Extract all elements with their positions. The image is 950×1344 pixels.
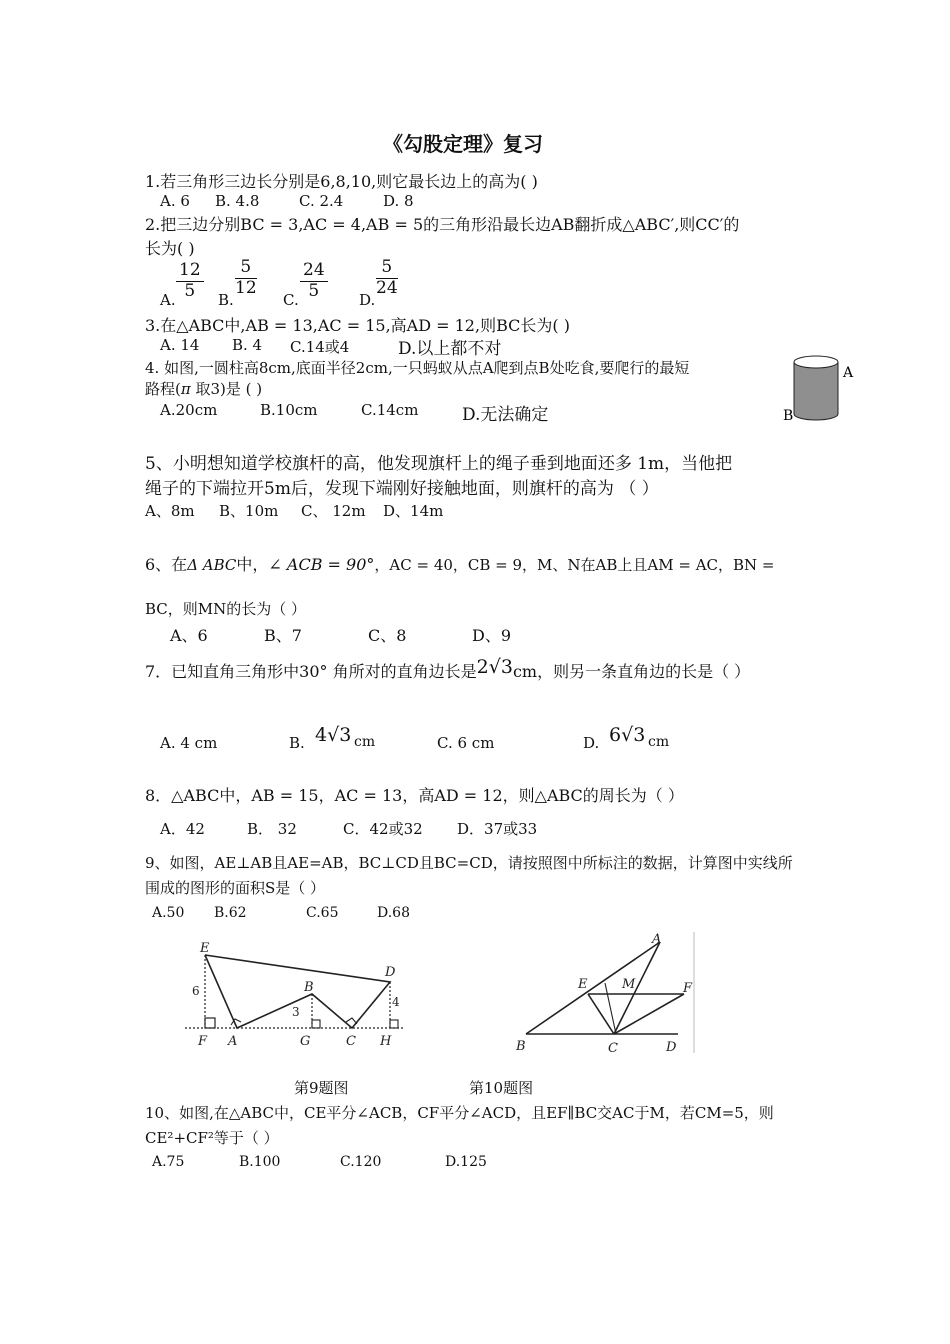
fig9-right-angle-h bbox=[390, 1020, 398, 1028]
q4-line2-end: 取3)是 ( ) bbox=[190, 380, 263, 398]
fig9-label-a: A bbox=[228, 1034, 238, 1049]
q6-prefix: 6、在 bbox=[145, 555, 188, 574]
q8-option-b: B． 32 bbox=[247, 820, 297, 838]
q6-angle: ∠ ACB = 90° bbox=[268, 555, 375, 574]
fig10-label-d: D bbox=[666, 1040, 677, 1055]
question-5-line1: 5、小明想知道学校旗杆的高，他发现旗杆上的绳子垂到地面还多 1m，当他把 bbox=[145, 454, 733, 474]
fig10-line-ba bbox=[526, 942, 660, 1034]
q3-option-d: D.以上都不对 bbox=[398, 339, 502, 359]
q7-option-b-unit: cm bbox=[354, 734, 376, 750]
q5-option-b: B、10m bbox=[219, 502, 279, 520]
q3-option-a: A. 14 bbox=[160, 336, 200, 354]
q4-option-b: B.10cm bbox=[260, 401, 318, 419]
q2-fraction-a bbox=[176, 261, 204, 301]
q2-fraction-c bbox=[300, 261, 328, 301]
q7-option-a: A. 4 cm bbox=[160, 734, 218, 752]
q8-option-a: A．42 bbox=[160, 820, 205, 838]
question-4-line1: 4. 如图,一圆柱高8cm,底面半径2cm,一只蚂蚁从点A爬到点B处吃食,要爬行的最短 bbox=[145, 359, 690, 377]
q2-fraction-d-num: 5 bbox=[376, 258, 398, 279]
figure-10-caption: 第10题图 bbox=[469, 1079, 534, 1097]
page-title: 《勾股定理》复习 bbox=[383, 132, 543, 156]
question-4-line2 bbox=[145, 378, 262, 399]
q9-option-a: A.50 bbox=[152, 905, 185, 921]
q10-option-c: C.120 bbox=[340, 1154, 382, 1170]
q5-option-c: C、 12m bbox=[301, 502, 366, 520]
question-10-line2: CE²+CF²等于（ ） bbox=[145, 1129, 279, 1147]
q2-letter-b: B. bbox=[218, 291, 234, 309]
q2-fraction-b bbox=[235, 258, 257, 298]
q2-fraction-b-num: 5 bbox=[235, 258, 257, 279]
fig10-label-a: A bbox=[652, 932, 662, 947]
q7-stem-end: cm，则另一条直角边的长是（ ） bbox=[512, 662, 751, 681]
q6-mid: 中， bbox=[236, 555, 269, 574]
cylinder-body-cover bbox=[794, 362, 838, 414]
q8-option-d: D．37或33 bbox=[457, 820, 538, 838]
q3-option-b: B. 4 bbox=[232, 336, 263, 354]
fig10-label-e: E bbox=[578, 977, 588, 992]
q6-option-a: A、6 bbox=[170, 626, 208, 645]
pi-symbol: π bbox=[180, 380, 191, 398]
q6-rest: ，AC = 40，CB = 9，M、N在AB上且AM = AC，BN = bbox=[374, 556, 775, 574]
fig9-right-angle-f bbox=[205, 1018, 215, 1028]
q7-option-c: C. 6 cm bbox=[437, 734, 495, 752]
fig9-label-e: E bbox=[200, 941, 210, 956]
q9-option-d: D.68 bbox=[377, 905, 410, 921]
cylinder-top bbox=[794, 356, 838, 368]
question-3-stem: 3.在△ABC中,AB = 13,AC = 15,高AD = 12,则BC长为( ) bbox=[145, 316, 570, 335]
question-10-line1: 10、如图,在△ABC中，CE平分∠ACB，CF平分∠ACD，且EF∥BC交AC于M，若CM=5，则 bbox=[145, 1104, 774, 1122]
cylinder-label-a: A bbox=[843, 365, 854, 381]
q1-option-b: B. 4.8 bbox=[215, 192, 260, 210]
question-5-line2: 绳子的下端拉开5m后，发现下端刚好接触地面，则旗杆的高为 （ ） bbox=[145, 479, 659, 499]
question-1-stem: 1.若三角形三边长分别是6,8,10,则它最长边上的高为( ) bbox=[145, 172, 538, 191]
q6-option-d: D、9 bbox=[472, 626, 512, 645]
question-6-line2: BC，则MN的长为（ ） bbox=[145, 600, 307, 618]
q6-triangle: Δ ABC bbox=[187, 556, 237, 574]
q2-letter-c: C. bbox=[283, 291, 299, 309]
q2-fraction-c-den: 5 bbox=[308, 280, 320, 301]
q3-option-c: C.14或4 bbox=[290, 338, 350, 356]
question-8-stem: 8．△ABC中，AB = 15，AC = 13，高AD = 12，则△ABC的周长为（ ） bbox=[145, 786, 684, 805]
fig10-line-extra bbox=[605, 983, 616, 1034]
question-6-line1 bbox=[145, 552, 775, 575]
q1-option-d: D. 8 bbox=[383, 192, 414, 210]
q4-line2-start: 路程( bbox=[145, 380, 181, 398]
q7-option-b: B. bbox=[289, 734, 305, 752]
fig9-number-3: 3 bbox=[292, 1005, 300, 1019]
q7-option-d-value: 6√3 bbox=[609, 724, 646, 746]
q7-value: 2√3 bbox=[476, 656, 513, 678]
question-9-line2: 围成的图形的面积S是（ ） bbox=[145, 879, 326, 897]
q2-fraction-c-num: 24 bbox=[300, 261, 328, 282]
fig9-right-angle-g bbox=[312, 1020, 320, 1028]
q10-option-d: D.125 bbox=[445, 1154, 487, 1170]
question-7-stem bbox=[145, 656, 751, 682]
question-2-line2: 长为( ) bbox=[145, 239, 195, 258]
fig10-label-b: B bbox=[516, 1039, 526, 1054]
fig9-label-h: H bbox=[380, 1034, 392, 1049]
figure-9-caption: 第9题图 bbox=[294, 1079, 349, 1097]
q8-option-c: C．42或32 bbox=[343, 820, 423, 838]
q5-option-d: D、14m bbox=[383, 502, 444, 520]
q2-fraction-d bbox=[376, 258, 398, 298]
q10-option-a: A.75 bbox=[152, 1154, 185, 1170]
q2-letter-a: A. bbox=[160, 291, 176, 309]
fig9-number-4: 4 bbox=[392, 995, 400, 1009]
q6-option-c: C、8 bbox=[368, 626, 407, 645]
q7-option-d: D. bbox=[583, 734, 600, 752]
q4-option-c: C.14cm bbox=[361, 401, 419, 419]
cylinder-figure bbox=[780, 350, 860, 425]
q1-option-c: C. 2.4 bbox=[299, 192, 344, 210]
question-2-line1: 2.把三边分别BC = 3,AC = 4,AB = 5的三角形沿最长边AB翻折成△ABC′,则CC′的 bbox=[145, 215, 740, 234]
figure-10 bbox=[508, 928, 708, 1058]
q2-fraction-b-den: 12 bbox=[235, 277, 257, 298]
q9-option-c: C.65 bbox=[306, 905, 339, 921]
figure-9 bbox=[180, 940, 410, 1055]
q1-option-a: A. 6 bbox=[160, 192, 190, 210]
q7-option-b-value: 4√3 bbox=[315, 724, 352, 746]
fig10-label-f: F bbox=[683, 981, 693, 996]
question-9-line1: 9、如图，AE⊥AB且AE=AB，BC⊥CD且BC=CD，请按照图中所标注的数据，计算图中实线所 bbox=[145, 854, 793, 872]
q2-fraction-d-den: 24 bbox=[376, 277, 398, 298]
q5-option-a: A、8m bbox=[145, 502, 195, 520]
q4-option-a: A.20cm bbox=[160, 401, 218, 419]
fig10-label-m: M bbox=[622, 977, 636, 992]
q9-option-b: B.62 bbox=[214, 905, 247, 921]
q6-option-b: B、7 bbox=[264, 626, 302, 645]
fig9-label-f: F bbox=[198, 1034, 208, 1049]
q7-stem-start: 7．已知直角三角形中30° 角所对的直角边长是 bbox=[145, 662, 477, 681]
fig10-line-ec bbox=[588, 994, 614, 1034]
q2-fraction-a-den: 5 bbox=[184, 280, 196, 301]
q7-option-d-unit: cm bbox=[648, 734, 670, 750]
q2-fraction-a-num: 12 bbox=[176, 261, 204, 282]
q10-option-b: B.100 bbox=[239, 1154, 281, 1170]
fig9-number-6: 6 bbox=[192, 984, 200, 998]
q4-option-d: D.无法确定 bbox=[462, 405, 549, 425]
fig9-label-c: C bbox=[346, 1034, 356, 1049]
fig9-label-d: D bbox=[385, 965, 396, 980]
fig9-label-g: G bbox=[300, 1034, 311, 1049]
q2-letter-d: D. bbox=[359, 291, 376, 309]
fig9-label-b: B bbox=[304, 980, 314, 995]
fig10-label-c: C bbox=[608, 1041, 618, 1056]
cylinder-label-b: B bbox=[783, 408, 794, 424]
